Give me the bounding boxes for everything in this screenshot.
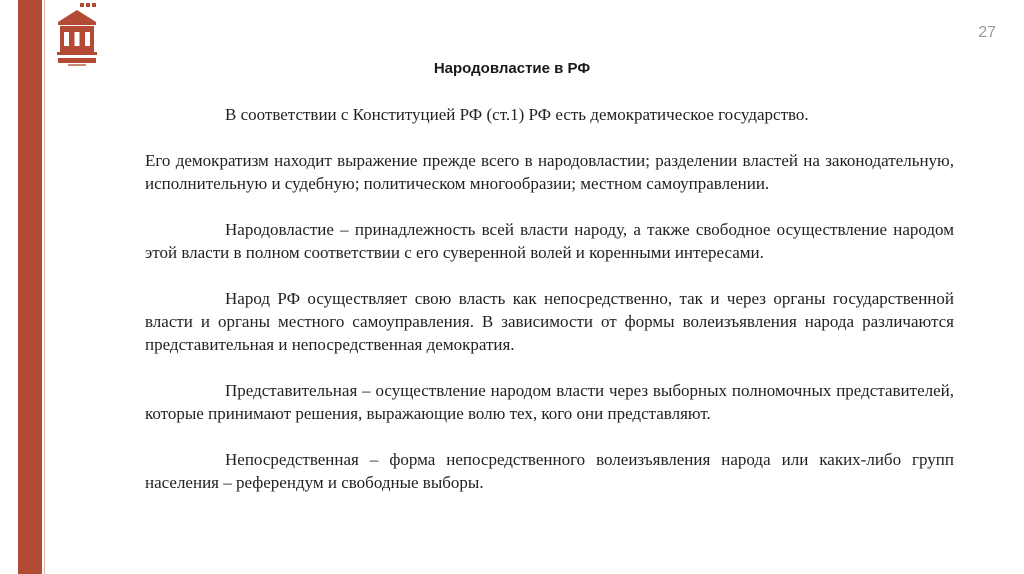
paragraph-narodovlastie-definition: Народовластие – принадлежность всей власти народу, а также свободное осуществление народом этой власти в полном соответствии с его суверенной волей и коренными интересами.: [145, 220, 954, 262]
page-number: 27: [978, 24, 996, 41]
paragraph-people-power: Народ РФ осуществляет свою власть как непосредственно, так и через органы государственной власти и органы местного самоуправления. В зависимости от формы волеизъявления народа различаются представительная и непосредственная демократия.: [145, 289, 954, 354]
accent-sidebar-bar: [18, 0, 42, 574]
paragraph-direct: Непосредственная – форма непосредственного волеизъявления народа или каких-либо групп населения – референдум и свободные выборы.: [145, 450, 954, 492]
accent-sidebar-line: [44, 0, 45, 574]
paragraph-democratism: Его демократизм находит выражение прежде всего в народовластии; разделении властей на законодательную, исполнительную и судебную; политическом многообразии; местном самоуправлении.: [145, 151, 954, 193]
slide-content: [145, 103, 954, 517]
paragraph-representative: Представительная – осуществление народом власти через выборных полномочных представителей, которые принимают решения, выражающие волю тех, кого они представляют.: [145, 381, 954, 423]
slide-title: Народовластие в РФ: [433, 60, 591, 77]
university-logo-icon: [54, 2, 100, 68]
paragraph-constitution: В соответствии с Конституцией РФ (ст.1) РФ есть демократическое государство.: [225, 105, 809, 124]
